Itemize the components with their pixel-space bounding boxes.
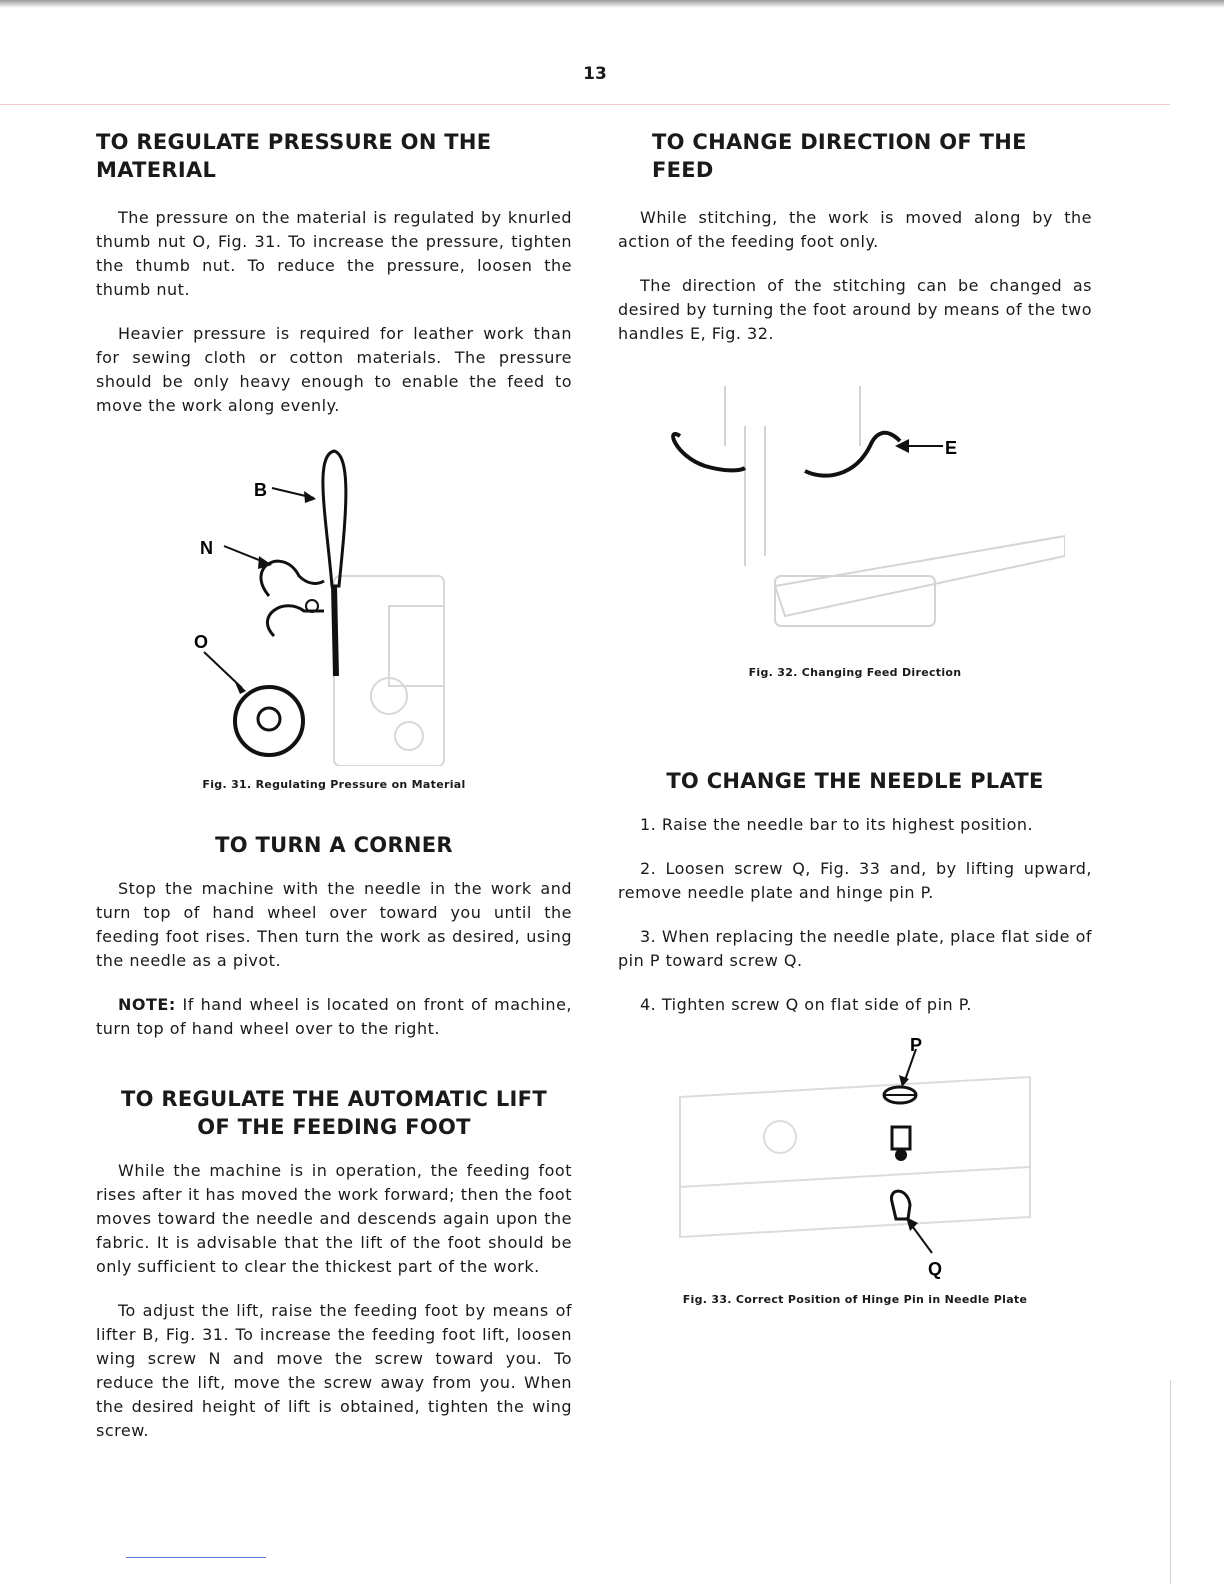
figure-31 — [96, 436, 572, 791]
note-text: If hand wheel is located on front of machine, turn top of hand wheel over to the right. — [96, 995, 572, 1038]
section-regulate-pressure — [96, 128, 572, 418]
page-edge-line — [1170, 1380, 1171, 1584]
figure-32 — [618, 386, 1092, 679]
step: 2. Loosen screw Q, Fig. 33 and, by lifting upward, remove needle plate and hinge pin P. — [618, 859, 1092, 902]
label-n: N — [200, 538, 213, 558]
figure-33 — [618, 1037, 1092, 1306]
left-column — [96, 128, 572, 1443]
section-heading: TO CHANGE THE NEEDLE PLATE — [666, 769, 1044, 793]
section-heading-line2: OF THE FEEDING FOOT — [197, 1115, 471, 1139]
section-heading: TO CHANGE DIRECTION OF THE FEED — [652, 130, 1027, 182]
section-heading: TO TURN A CORNER — [215, 833, 453, 857]
pressure-regulator-illustration — [184, 436, 484, 766]
label-b: B — [254, 480, 267, 500]
label-o: O — [194, 632, 209, 652]
figure-caption: Fig. 31. Regulating Pressure on Material — [202, 778, 466, 791]
figure-caption: Fig. 33. Correct Position of Hinge Pin in Needle Plate — [682, 1293, 1028, 1306]
label-e: E — [945, 438, 958, 458]
header-rule — [0, 104, 1170, 105]
paragraph: While stitching, the work is moved along by the action of the feeding foot only. — [618, 208, 1092, 251]
section-turn-corner — [96, 831, 572, 1041]
right-column — [618, 128, 1092, 1306]
paragraph: The pressure on the material is regulated by knurled thumb nut O, Fig. 31. To increase the pressure, tighten the thumb nut. To reduce the pressure, loosen the thumb nut. — [96, 208, 572, 299]
section-heading: TO REGULATE PRESSURE ON THE MATERIAL — [96, 130, 492, 182]
step: 1. Raise the needle bar to its highest position. — [640, 815, 1034, 834]
step: 3. When replacing the needle plate, place flat side of pin P toward screw Q. — [618, 927, 1092, 970]
figure-caption: Fig. 32. Changing Feed Direction — [748, 666, 962, 679]
label-q: Q — [928, 1259, 943, 1279]
page-number: 13 — [583, 64, 607, 84]
section-automatic-lift — [96, 1085, 572, 1443]
paragraph: Heavier pressure is required for leather work than for sewing cloth or cotton materials. The pressure should be only heavy enough to enable the feed to move the work along evenly. — [96, 324, 572, 415]
step: 4. Tighten screw Q on flat side of pin P. — [640, 995, 972, 1014]
label-p: P — [910, 1037, 923, 1055]
note-paragraph — [96, 993, 572, 1041]
paragraph: To adjust the lift, raise the feeding foot by means of lifter B, Fig. 31. To increase the feeding foot lift, loosen wing screw N and move the screw toward you. To reduce the lift, move the screw away from you. When the desired height of lift is obtained, tighten the wing screw. — [96, 1301, 572, 1440]
top-edge-shadow — [0, 0, 1224, 8]
section-needle-plate — [618, 767, 1092, 1017]
section-heading-line1: TO REGULATE THE AUTOMATIC LIFT — [121, 1087, 547, 1111]
feed-direction-illustration — [645, 386, 1065, 646]
paragraph: While the machine is in operation, the feeding foot rises after it has moved the work forward; then the foot moves toward the needle and descends again upon the fabric. It is advisable that the lift of the foot should be only sufficient to clear the thickest part of the work. — [96, 1161, 572, 1276]
paragraph: Stop the machine with the needle in the work and turn top of hand wheel over toward you until the feeding foot rises. Then turn the work as desired, using the needle as a pivot. — [96, 879, 572, 970]
section-change-direction — [618, 128, 1092, 346]
paragraph: The direction of the stitching can be changed as desired by turning the foot around by means of the two handles E, Fig. 32. — [618, 276, 1092, 343]
note-label: NOTE: — [118, 995, 176, 1014]
bottom-link-underline — [126, 1557, 266, 1558]
needle-plate-illustration — [670, 1037, 1040, 1287]
